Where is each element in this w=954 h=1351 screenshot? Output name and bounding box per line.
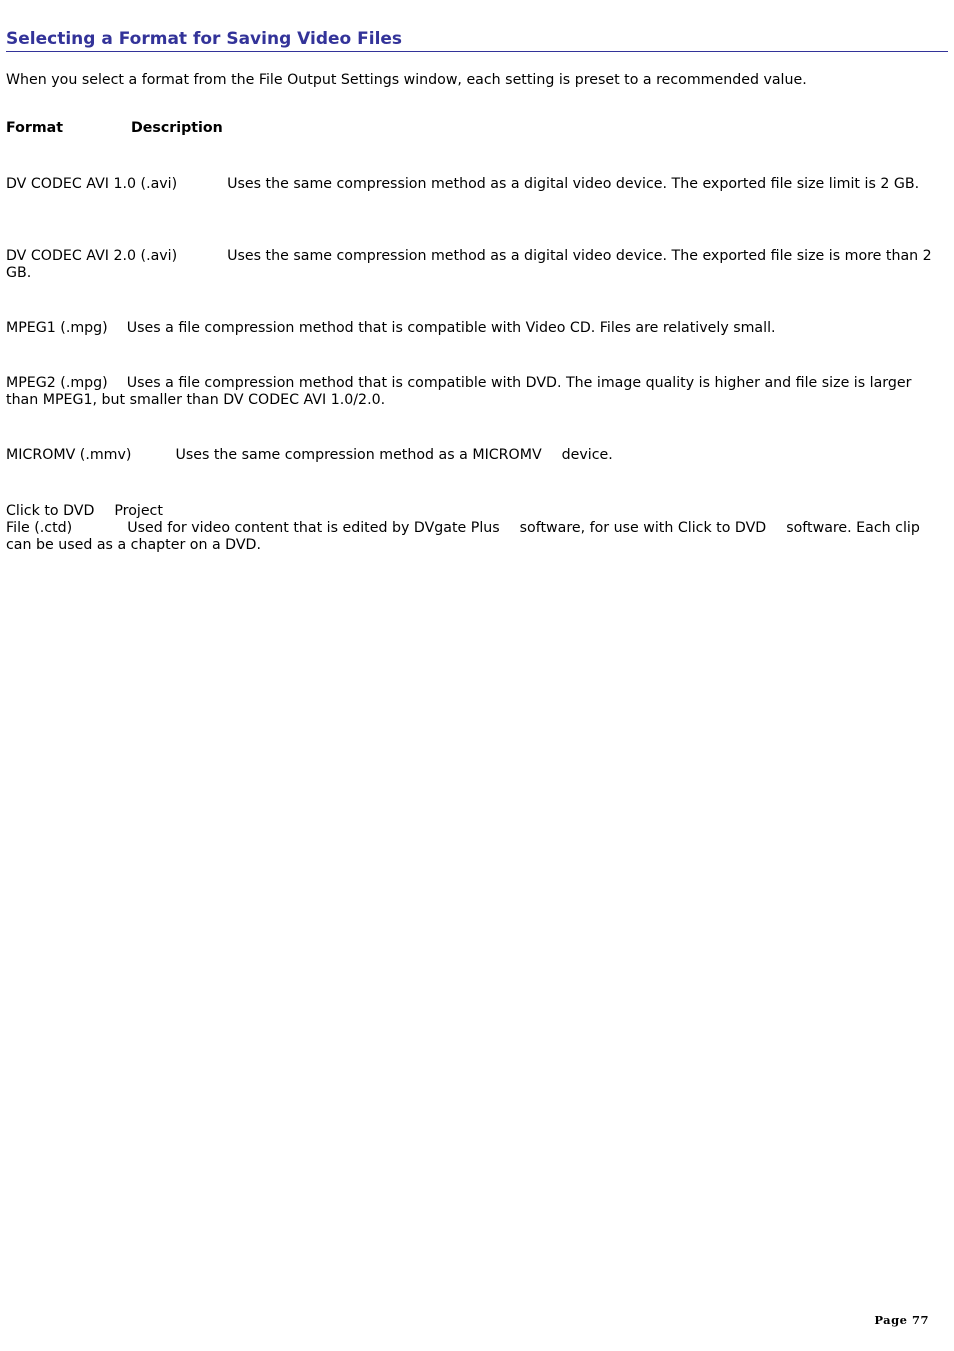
- page-number: Page 77: [874, 1313, 929, 1327]
- format-cell-line2: File (.ctd): [6, 520, 73, 536]
- format-cell: MPEG1 (.mpg): [6, 320, 108, 336]
- intro-paragraph: When you select a format from the File Output Settings window, each setting is preset to a recommended value.: [6, 72, 807, 88]
- description-part1: Used for video content that is edited by DVgate Plus: [127, 520, 500, 536]
- description-column-header: Description: [131, 120, 223, 136]
- description-cell: Uses a file compression method that is compatible with DVD. The image quality is higher and file size is larger than MPEG1, but smaller than DV CODEC AVI 1.0/2.0.: [6, 375, 912, 408]
- description-cell: Uses the same compression method as a digital video device. The exported file size limit is 2 GB.: [227, 176, 920, 192]
- table-row: [6, 447, 942, 464]
- format-cell: [6, 503, 942, 520]
- description-part3: software. Each clip can be used as a chapter on a DVD.: [6, 520, 920, 553]
- description-cell: [6, 520, 942, 554]
- page-title: Selecting a Format for Saving Video Files: [6, 29, 948, 52]
- table-row: [6, 248, 942, 282]
- format-cell: MPEG2 (.mpg): [6, 375, 108, 391]
- format-cell-line1b: Project: [114, 503, 163, 519]
- description-part2: software, for use with Click to DVD: [519, 520, 767, 536]
- description-cell: Uses the same compression method as a MICROMV: [175, 447, 542, 463]
- table-row: [6, 176, 942, 193]
- format-cell: DV CODEC AVI 1.0 (.avi): [6, 176, 178, 192]
- description-cell-suffix: device.: [561, 447, 613, 463]
- description-cell: Uses the same compression method as a digital video device. The exported file size is more than 2 GB.: [6, 248, 932, 281]
- format-cell: DV CODEC AVI 2.0 (.avi): [6, 248, 178, 264]
- format-cell-line1: Click to DVD: [6, 503, 95, 519]
- table-row: [6, 375, 942, 409]
- table-row: [6, 503, 942, 554]
- table-row: [6, 320, 942, 337]
- table-header: [6, 120, 942, 137]
- format-column-header: Format: [6, 120, 63, 136]
- description-cell: Uses a file compression method that is compatible with Video CD. Files are relatively small.: [126, 320, 776, 336]
- format-cell: MICROMV (.mmv): [6, 447, 132, 463]
